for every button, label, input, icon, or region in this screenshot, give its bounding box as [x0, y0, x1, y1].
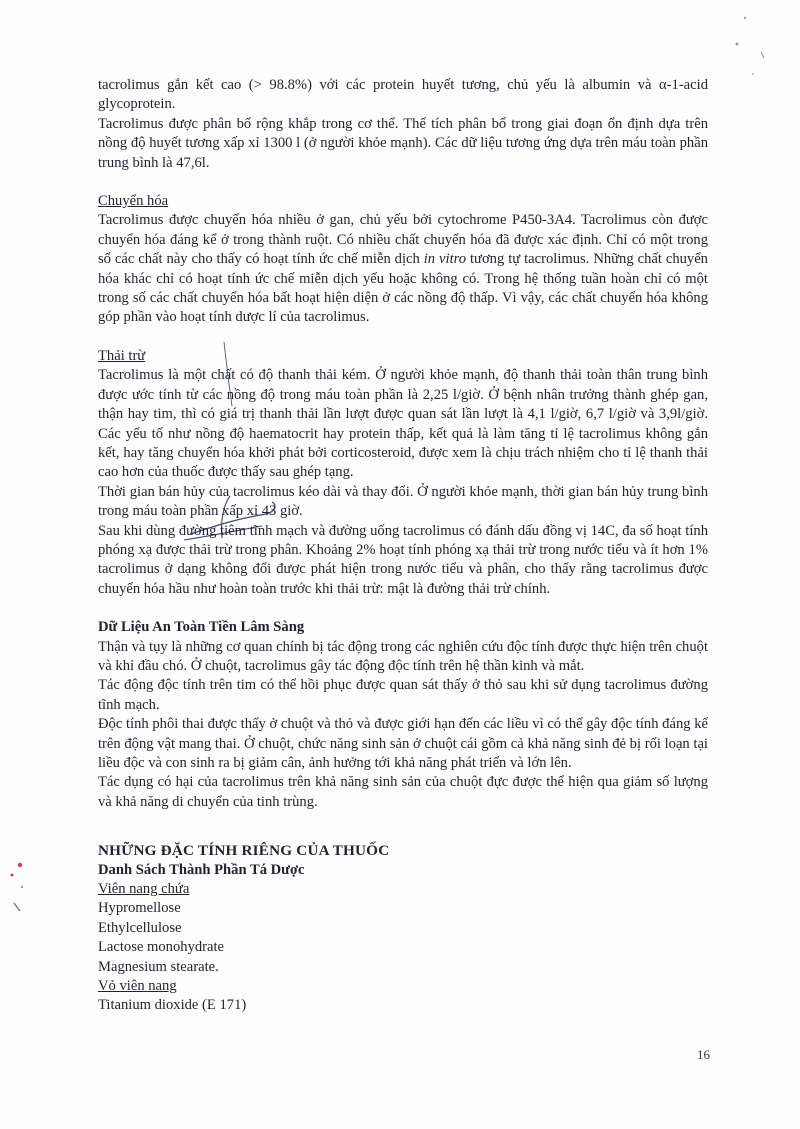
scan-specks-left	[2, 855, 32, 915]
shell-item: Titanium dioxide (E 171)	[98, 997, 247, 1014]
drug-properties-section	[98, 841, 708, 1016]
excipient-item: Magnesium stearate.	[98, 958, 219, 975]
elimination-paragraph-excretion: Sau khi dùng đường tiêm tĩnh mạch và đường uống tacrolimus có đánh dấu đồng vị 14C, đa số hoạt tính phóng xạ được thải trừ trong phân. Khoảng 2% hoạt tính phóng xạ thải trừ trong nước tiểu và ít hơn 1% tacrolimus ở dạng không đổi được phát hiện trong nước tiểu và phân, cho thấy rằng tacrolimus được chuyển hóa hầu như hoàn toàn trước khi thải trừ: mật là đường thải trừ chính.	[98, 522, 708, 597]
preclinical-paragraph-organs: Thận và tụy là những cơ quan chính bị tác động trong các nghiên cứu độc tính được thực hiện trên chuột và khỉ đầu chó. Ở chuột, tacrolimus gây tác động độc tính trên hệ thần kinh và mắt.	[98, 638, 708, 674]
excipient-item: Ethylcellulose	[98, 919, 182, 936]
document-body	[98, 76, 708, 1016]
distribution-paragraph: Tacrolimus được phân bố rộng khắp trong cơ thể. Thể tích phân bố trong giai đoạn ổn định dựa trên nồng độ huyết tương xấp xỉ 1300 l (ở người khỏe mạnh). Các dữ liệu tương ứng dựa trên máu toàn phần trung bình là 47,6l.	[98, 115, 708, 171]
metabolism-heading: Chuyển hóa	[98, 193, 169, 210]
metabolism-paragraph: Tacrolimus được chuyển hóa nhiều ở gan, chủ yếu bởi cytochrome P450-3A4. Tacrolimus còn được chuyển hóa đáng kể ở trong thành ruột. Có nhiều chất chuyển hóa đã được xác định. Chỉ có một trong số các chất này cho thấy có hoạt tính ức chế miễn dịch in vitro tương tự tacrolimus. Những chất chuyển hóa khác chỉ có hoạt tính ức chế miễn dịch yếu hoặc không có. Trong hệ thống tuần hoàn chỉ có một trong số các chất chuyển hóa bất hoạt hiện diện ở các nồng độ thấp. Vì vậy, các chất chuyển hóa không góp phần vào hoạt tính dược lí của tacrolimus.	[98, 212, 708, 326]
preclinical-paragraph-cardiac: Tác động độc tính trên tim có thể hồi phục được quan sát thấy ở thỏ sau khi sử dụng tacrolimus đường tĩnh mạch.	[98, 677, 708, 713]
elimination-paragraph-half-life: Thời gian bán hủy của tacrolimus kéo dài và thay đổi. Ở người khỏe mạnh, thời gian bán hủy trung bình trong máu toàn phần xấp xỉ 43 giờ.	[98, 483, 708, 520]
elimination-heading: Thải trừ	[98, 347, 146, 364]
capsule-shell-label: Vỏ viên nang	[98, 978, 177, 995]
excipients-heading: Danh Sách Thành Phần Tá Dược	[98, 861, 305, 878]
excipient-item: Hypromellose	[98, 900, 181, 917]
preclinical-heading: Dữ Liệu An Toàn Tiền Lâm Sàng	[98, 619, 305, 636]
capsule-content-label: Viên nang chứa	[98, 881, 190, 898]
elimination-paragraph-clearance: Tacrolimus là một chất có độ thanh thải kém. Ở người khỏe mạnh, độ thanh thải toàn thân trung bình được ước tính từ các nồng độ trong máu toàn phần là 2,25 l/giờ. Ở bệnh nhân trưởng thành ghép gan, thận hay tim, thì có giá trị thanh thải lần lượt được quan sát lần lượt là 4,1 l/giờ, 6,7 l/giờ và 3,9l/giờ. Các yếu tố như nồng độ haematocrit hay protein thấp, kết quả là làm tăng tỉ lệ tacrolimus không gắn kết, hay tăng chuyển hóa khởi phát bởi corticosteroid, được xem là chịu trách nhiệm cho tỉ lệ thanh thải cao hơn của thuốc được thấy sau ghép tạng.	[98, 367, 708, 481]
page-number: 16	[697, 1047, 710, 1062]
preclinical-paragraph-fertility: Tác dụng có hại của tacrolimus trên khả năng sinh sản của chuột đực được thể hiện qua giảm số lượng và khả năng di chuyển của tinh trùng.	[98, 774, 708, 810]
scan-specks-top-right	[725, 10, 775, 80]
preclinical-paragraph-embryo: Độc tính phôi thai được thấy ở chuột và thỏ và được giới hạn đến các liều vì có thể gây độc tính đáng kể trên động vật mang thai. Ở chuột, chức năng sinh sản ở chuột cái gồm cả khả năng sinh đẻ bị rối loạn tại liều độc và con sinh ra bị giảm cân, ảnh hưởng tới khả năng phát triển và lớn lên.	[98, 716, 708, 771]
drug-properties-heading: NHỮNG ĐẶC TÍNH RIÊNG CỦA THUỐC	[98, 842, 390, 860]
protein-binding-paragraph: tacrolimus gắn kết cao (> 98.8%) với các protein huyết tương, chủ yếu là albumin và α-1-acid glycoprotein.	[98, 77, 708, 113]
excipient-item: Lactose monohydrate	[98, 939, 225, 956]
